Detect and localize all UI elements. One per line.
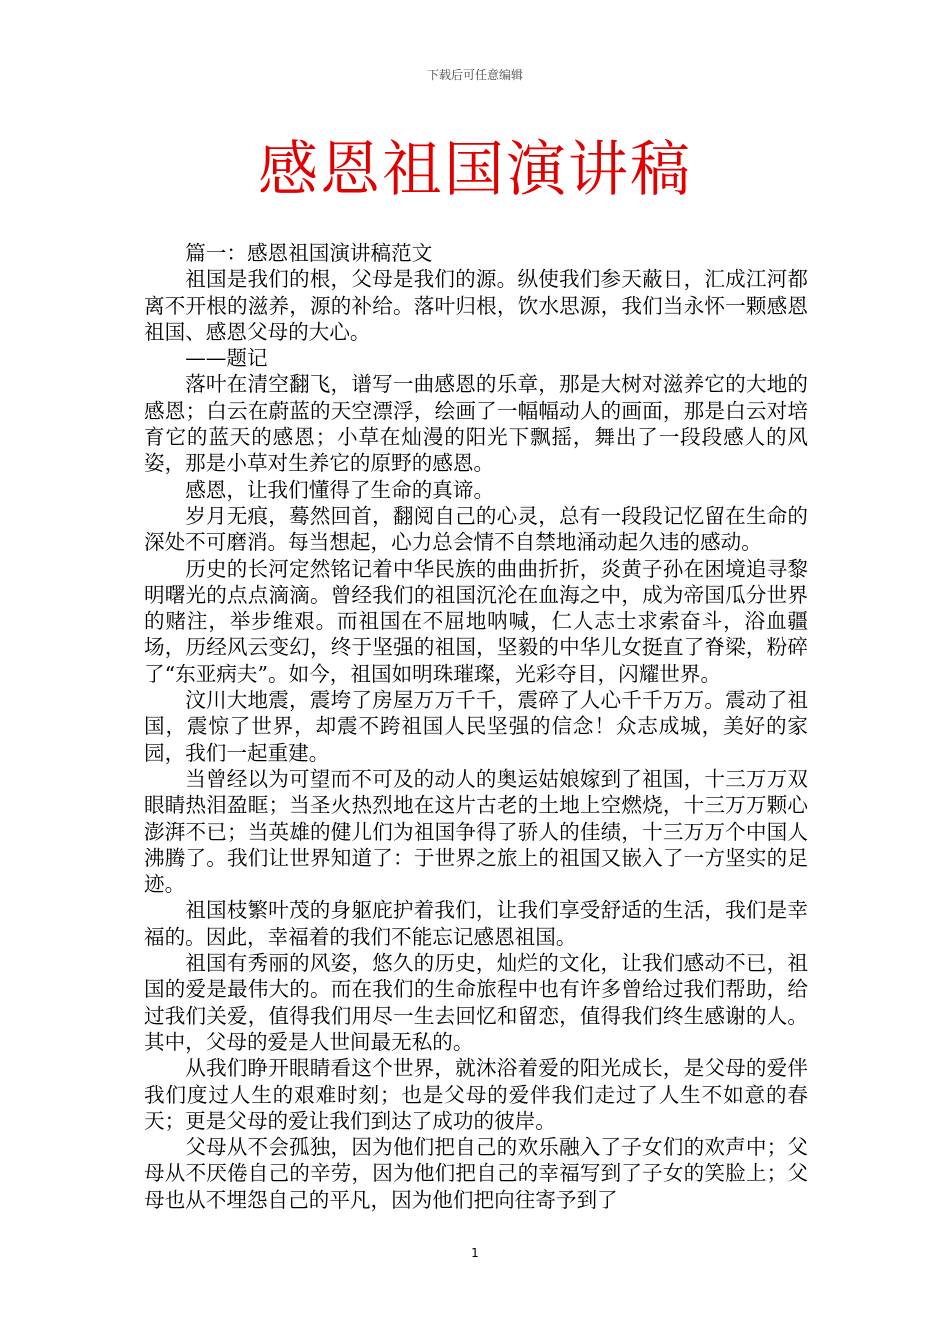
paragraph: 落叶在清空翻飞，谱写一曲感恩的乐章，那是大树对滋养它的大地的感恩；白云在蔚蓝的天空漂浮，绘画了一幅幅动人的画面，那是白云对培育它的蓝天的感恩；小草在灿漫的阳光下飘摇，舞出了一段段感人的风姿，那是小草对生养它的原野的感恩。 (144, 372, 808, 476)
page-number: 1 (471, 1246, 479, 1260)
paragraph: 当曾经以为可望而不可及的动人的奥运姑娘嫁到了祖国，十三万万双眼睛热泪盈眶；当圣火热烈地在这片古老的土地上空燃烧，十三万万颗心澎湃不已；当英雄的健儿们为祖国争得了骄人的佳绩，十三万万个中国人沸腾了。我们让世界知道了：于世界之旅上的祖国又嵌入了一方坚实的足迹。 (144, 766, 808, 897)
paragraph: 历史的长河定然铭记着中华民族的曲曲折折，炎黄子孙在困境追寻黎明曙光的点点滴滴。曾经我们的祖国沉沦在血海之中，成为帝国瓜分世界的赌注，举步维艰。而祖国在不屈地呐喊，仁人志士求索奋斗，浴血疆场，历经风云变幻，终于坚强的祖国，坚毅的中华儿女挺直了脊梁，粉碎了“东亚病夫”。如今，祖国如明珠璀璨，光彩夺目，闪耀世界。 (144, 556, 808, 686)
paragraph: 感恩，让我们懂得了生命的真谛。 (185, 477, 495, 502)
header-note: 下载后可任意编辑 (426, 68, 523, 82)
paragraph: 父母从不会孤独，因为他们把自己的欢乐融入了子女们的欢声中；父母从不厌倦自己的辛劳，因为他们把自己的幸福写到了子女的笑脸上；父母也从不埋怨自己的平凡，因为他们把向往寄予到了 (144, 1135, 808, 1212)
document-title: 感恩祖国演讲稿 (258, 135, 692, 205)
paragraph: 汶川大地震，震垮了房屋万万千千，震碎了人心千千万万。震动了祖国，震惊了世界，却震不跨祖国人民坚强的信念！众志成城，美好的家园，我们一起重建。 (144, 688, 808, 765)
paragraph: 篇一：感恩祖国演讲稿范文 (185, 241, 433, 265)
paragraph: 从我们睁开眼睛看这个世界，就沐浴着爱的阳光成长，是父母的爱伴我们度过人生的艰难时刻；也是父母的爱伴我们走过了人生不如意的春天；更是父母的爱让我们到达了成功的彼岸。 (144, 1056, 808, 1133)
paragraph: 岁月无痕，蓦然回首，翻阅自己的心灵，总有一段段记忆留在生命的深处不可磨消。每当想起，心力总会情不自禁地涌动起久违的感动。 (144, 503, 808, 555)
document-body (144, 240, 808, 1213)
paragraph: ——题记 (185, 346, 268, 371)
paragraph: 祖国枝繁叶茂的身躯庇护着我们，让我们享受舒适的生活，我们是幸福的。因此，幸福着的我们不能忘记感恩祖国。 (144, 898, 808, 949)
paragraph: 祖国是我们的根，父母是我们的源。纵使我们参天蔽日，汇成江河都离不开根的滋养，源的补给。落叶归根，饮水思源，我们当永怀一颗感恩祖国、感恩父母的大心。 (144, 267, 808, 344)
paragraph: 祖国有秀丽的风姿，悠久的历史，灿烂的文化，让我们感动不已，祖国的爱是最伟大的。而在我们的生命旅程中也有许多曾给过我们帮助，给过我们关爱，值得我们用尽一生去回忆和留恋，值得我们终生感谢的人。其中，父母的爱是人世间最无私的。 (144, 951, 808, 1054)
